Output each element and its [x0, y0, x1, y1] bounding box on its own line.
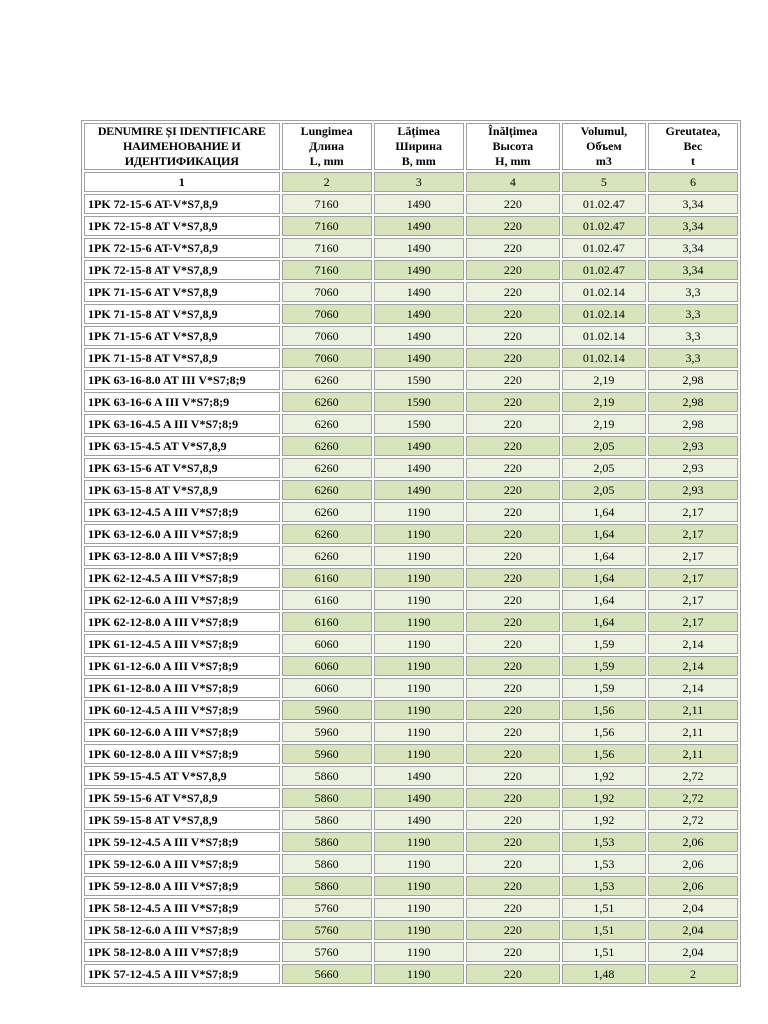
column-number-row — [84, 172, 738, 192]
row-name-cell: 1PK 71-15-8 AT V*S7,8,9 — [84, 348, 280, 368]
row-width-cell: 1190 — [374, 656, 464, 676]
row-height-cell: 220 — [466, 304, 560, 324]
table-row — [84, 722, 738, 742]
row-volume-cell: 1,59 — [562, 634, 646, 654]
table-row — [84, 568, 738, 588]
row-height-cell: 220 — [466, 502, 560, 522]
row-length-cell: 6260 — [282, 414, 372, 434]
row-height-cell: 220 — [466, 854, 560, 874]
row-width-cell: 1490 — [374, 810, 464, 830]
row-length-cell: 6260 — [282, 392, 372, 412]
row-weight-cell: 2,17 — [648, 546, 738, 566]
row-height-cell: 220 — [466, 238, 560, 258]
row-weight-cell: 2,17 — [648, 524, 738, 544]
row-length-cell: 6060 — [282, 678, 372, 698]
row-weight-cell: 2,17 — [648, 502, 738, 522]
header-width-line-1: Lățimea — [397, 124, 441, 138]
row-height-cell: 220 — [466, 898, 560, 918]
row-height-cell: 220 — [466, 612, 560, 632]
table-row — [84, 612, 738, 632]
row-length-cell: 6060 — [282, 656, 372, 676]
column-number: 5 — [562, 172, 646, 192]
row-weight-cell: 2,93 — [648, 480, 738, 500]
row-length-cell: 5860 — [282, 832, 372, 852]
row-length-cell: 6160 — [282, 568, 372, 588]
row-name-cell: 1PK 63-12-8.0 A III V*S7;8;9 — [84, 546, 280, 566]
row-height-cell: 220 — [466, 744, 560, 764]
row-width-cell: 1490 — [374, 326, 464, 346]
row-width-cell: 1490 — [374, 766, 464, 786]
row-weight-cell: 3,3 — [648, 348, 738, 368]
row-width-cell: 1490 — [374, 216, 464, 236]
header-volume — [562, 123, 646, 170]
header-name-line-2: НАИМЕНОВАНИЕ И — [123, 139, 241, 153]
row-length-cell: 6260 — [282, 546, 372, 566]
row-weight-cell: 2,11 — [648, 700, 738, 720]
row-volume-cell: 1,59 — [562, 678, 646, 698]
row-length-cell: 7160 — [282, 194, 372, 214]
row-weight-cell: 2,17 — [648, 568, 738, 588]
row-weight-cell: 2 — [648, 964, 738, 984]
row-width-cell: 1190 — [374, 700, 464, 720]
row-volume-cell: 2,05 — [562, 458, 646, 478]
row-height-cell: 220 — [466, 260, 560, 280]
row-length-cell: 7060 — [282, 282, 372, 302]
header-width-line-2: Ширина — [395, 139, 442, 153]
table-row — [84, 810, 738, 830]
row-width-cell: 1190 — [374, 634, 464, 654]
table-row — [84, 876, 738, 896]
table-body — [84, 194, 738, 984]
row-weight-cell: 3,3 — [648, 304, 738, 324]
row-name-cell: 1PK 63-12-4.5 A III V*S7;8;9 — [84, 502, 280, 522]
row-length-cell: 6260 — [282, 502, 372, 522]
row-height-cell: 220 — [466, 634, 560, 654]
header-weight-line-2: Вес — [683, 139, 703, 153]
row-width-cell: 1490 — [374, 788, 464, 808]
row-name-cell: 1PK 63-16-6 A III V*S7;8;9 — [84, 392, 280, 412]
table-row — [84, 788, 738, 808]
row-weight-cell: 2,17 — [648, 612, 738, 632]
column-number: 2 — [282, 172, 372, 192]
row-length-cell: 5860 — [282, 788, 372, 808]
row-volume-cell: 1,51 — [562, 920, 646, 940]
header-length-line-1: Lungimea — [300, 124, 353, 138]
row-length-cell: 6160 — [282, 590, 372, 610]
row-volume-cell: 1,64 — [562, 524, 646, 544]
row-weight-cell: 3,34 — [648, 216, 738, 236]
row-width-cell: 1490 — [374, 480, 464, 500]
row-volume-cell: 2,19 — [562, 414, 646, 434]
header-volume-line-3: m3 — [595, 154, 612, 168]
row-length-cell: 7060 — [282, 304, 372, 324]
header-weight-line-3: t — [690, 154, 695, 168]
header-weight — [648, 123, 738, 170]
row-width-cell: 1190 — [374, 722, 464, 742]
table-row — [84, 458, 738, 478]
row-height-cell: 220 — [466, 392, 560, 412]
table-row — [84, 964, 738, 984]
row-width-cell: 1190 — [374, 876, 464, 896]
row-volume-cell: 01.02.14 — [562, 348, 646, 368]
row-width-cell: 1490 — [374, 348, 464, 368]
header-row — [84, 123, 738, 170]
row-name-cell: 1PK 58-12-6.0 A III V*S7;8;9 — [84, 920, 280, 940]
row-length-cell: 6260 — [282, 458, 372, 478]
row-length-cell: 5860 — [282, 810, 372, 830]
row-length-cell: 6260 — [282, 436, 372, 456]
row-volume-cell: 2,05 — [562, 436, 646, 456]
row-width-cell: 1190 — [374, 898, 464, 918]
row-volume-cell: 1,51 — [562, 898, 646, 918]
row-height-cell: 220 — [466, 370, 560, 390]
row-width-cell: 1190 — [374, 546, 464, 566]
row-weight-cell: 2,11 — [648, 722, 738, 742]
row-height-cell: 220 — [466, 480, 560, 500]
row-length-cell: 5860 — [282, 854, 372, 874]
row-height-cell: 220 — [466, 326, 560, 346]
row-name-cell: 1PK 71-15-8 AT V*S7,8,9 — [84, 304, 280, 324]
row-width-cell: 1490 — [374, 436, 464, 456]
table-row — [84, 392, 738, 412]
table-row — [84, 700, 738, 720]
row-name-cell: 1PK 63-12-6.0 A III V*S7;8;9 — [84, 524, 280, 544]
table-row — [84, 590, 738, 610]
row-name-cell: 1PK 61-12-8.0 A III V*S7;8;9 — [84, 678, 280, 698]
row-height-cell: 220 — [466, 348, 560, 368]
row-name-cell: 1PK 62-12-4.5 A III V*S7;8;9 — [84, 568, 280, 588]
table-row — [84, 546, 738, 566]
row-name-cell: 1PK 71-15-6 AT V*S7,8,9 — [84, 282, 280, 302]
row-volume-cell: 1,56 — [562, 744, 646, 764]
row-weight-cell: 3,34 — [648, 238, 738, 258]
row-name-cell: 1PK 72-15-8 AT V*S7,8,9 — [84, 216, 280, 236]
product-table — [81, 120, 741, 987]
row-width-cell: 1190 — [374, 964, 464, 984]
table-row — [84, 238, 738, 258]
column-number: 4 — [466, 172, 560, 192]
row-weight-cell: 2,72 — [648, 766, 738, 786]
row-length-cell: 6160 — [282, 612, 372, 632]
row-volume-cell: 1,64 — [562, 612, 646, 632]
header-volume-line-2: Объем — [586, 139, 622, 153]
row-volume-cell: 1,59 — [562, 656, 646, 676]
header-height-line-2: Высота — [492, 139, 534, 153]
table-row — [84, 678, 738, 698]
row-name-cell: 1PK 71-15-6 AT V*S7,8,9 — [84, 326, 280, 346]
row-width-cell: 1190 — [374, 678, 464, 698]
row-volume-cell: 1,56 — [562, 700, 646, 720]
row-volume-cell: 1,64 — [562, 546, 646, 566]
row-weight-cell: 2,04 — [648, 942, 738, 962]
row-weight-cell: 2,14 — [648, 634, 738, 654]
row-volume-cell: 1,92 — [562, 810, 646, 830]
row-volume-cell: 01.02.14 — [562, 326, 646, 346]
row-length-cell: 6260 — [282, 480, 372, 500]
row-length-cell: 6260 — [282, 524, 372, 544]
row-name-cell: 1PK 59-15-6 AT V*S7,8,9 — [84, 788, 280, 808]
table-row — [84, 744, 738, 764]
row-name-cell: 1PK 72-15-6 AT-V*S7,8,9 — [84, 194, 280, 214]
row-width-cell: 1490 — [374, 238, 464, 258]
header-name — [84, 123, 280, 170]
row-width-cell: 1590 — [374, 392, 464, 412]
row-height-cell: 220 — [466, 194, 560, 214]
table-row — [84, 436, 738, 456]
row-width-cell: 1190 — [374, 524, 464, 544]
row-name-cell: 1PK 59-12-4.5 A III V*S7;8;9 — [84, 832, 280, 852]
table-row — [84, 260, 738, 280]
table-row — [84, 898, 738, 918]
column-number: 6 — [648, 172, 738, 192]
row-weight-cell: 2,11 — [648, 744, 738, 764]
header-height-line-3: H, mm — [495, 154, 531, 168]
row-width-cell: 1490 — [374, 260, 464, 280]
row-height-cell: 220 — [466, 458, 560, 478]
row-height-cell: 220 — [466, 722, 560, 742]
row-width-cell: 1490 — [374, 194, 464, 214]
row-volume-cell: 2,19 — [562, 392, 646, 412]
column-number: 3 — [374, 172, 464, 192]
row-weight-cell: 3,34 — [648, 194, 738, 214]
row-height-cell: 220 — [466, 524, 560, 544]
row-weight-cell: 2,04 — [648, 898, 738, 918]
table-row — [84, 216, 738, 236]
table-row — [84, 194, 738, 214]
row-length-cell: 7060 — [282, 326, 372, 346]
row-height-cell: 220 — [466, 656, 560, 676]
row-length-cell: 5960 — [282, 744, 372, 764]
row-height-cell: 220 — [466, 964, 560, 984]
row-height-cell: 220 — [466, 942, 560, 962]
row-length-cell: 5760 — [282, 942, 372, 962]
table-row — [84, 326, 738, 346]
row-weight-cell: 3,34 — [648, 260, 738, 280]
table-row — [84, 304, 738, 324]
row-height-cell: 220 — [466, 678, 560, 698]
row-weight-cell: 2,06 — [648, 876, 738, 896]
row-length-cell: 7160 — [282, 260, 372, 280]
row-length-cell: 7060 — [282, 348, 372, 368]
table-row — [84, 656, 738, 676]
row-volume-cell: 01.02.47 — [562, 194, 646, 214]
row-length-cell: 5960 — [282, 700, 372, 720]
row-height-cell: 220 — [466, 810, 560, 830]
header-length — [282, 123, 372, 170]
row-width-cell: 1190 — [374, 590, 464, 610]
row-name-cell: 1PK 60-12-4.5 A III V*S7;8;9 — [84, 700, 280, 720]
table-row — [84, 854, 738, 874]
row-height-cell: 220 — [466, 282, 560, 302]
row-length-cell: 6060 — [282, 634, 372, 654]
column-number: 1 — [84, 172, 280, 192]
row-length-cell: 7160 — [282, 238, 372, 258]
row-name-cell: 1PK 72-15-6 AT-V*S7,8,9 — [84, 238, 280, 258]
row-weight-cell: 2,72 — [648, 810, 738, 830]
header-name-line-3: ИДЕНТИФИКАЦИЯ — [124, 154, 239, 168]
table-row — [84, 502, 738, 522]
row-width-cell: 1490 — [374, 304, 464, 324]
row-name-cell: 1PK 57-12-4.5 A III V*S7;8;9 — [84, 964, 280, 984]
row-volume-cell: 1,53 — [562, 854, 646, 874]
row-name-cell: 1PK 63-15-6 AT V*S7,8,9 — [84, 458, 280, 478]
row-volume-cell: 1,64 — [562, 568, 646, 588]
row-name-cell: 1PK 58-12-4.5 A III V*S7;8;9 — [84, 898, 280, 918]
row-name-cell: 1PK 63-16-8.0 AT III V*S7;8;9 — [84, 370, 280, 390]
row-length-cell: 5960 — [282, 722, 372, 742]
row-volume-cell: 2,05 — [562, 480, 646, 500]
table-row — [84, 832, 738, 852]
row-volume-cell: 01.02.14 — [562, 304, 646, 324]
row-name-cell: 1PK 63-15-4.5 AT V*S7,8,9 — [84, 436, 280, 456]
row-weight-cell: 2,98 — [648, 414, 738, 434]
row-width-cell: 1490 — [374, 458, 464, 478]
table-row — [84, 766, 738, 786]
row-height-cell: 220 — [466, 546, 560, 566]
row-width-cell: 1190 — [374, 568, 464, 588]
row-width-cell: 1590 — [374, 414, 464, 434]
row-weight-cell: 2,17 — [648, 590, 738, 610]
row-width-cell: 1590 — [374, 370, 464, 390]
row-length-cell: 5760 — [282, 920, 372, 940]
row-volume-cell: 1,48 — [562, 964, 646, 984]
row-width-cell: 1190 — [374, 854, 464, 874]
row-height-cell: 220 — [466, 832, 560, 852]
row-volume-cell: 1,51 — [562, 942, 646, 962]
row-height-cell: 220 — [466, 590, 560, 610]
row-name-cell: 1PK 63-16-4.5 A III V*S7;8;9 — [84, 414, 280, 434]
row-name-cell: 1PK 63-15-8 AT V*S7,8,9 — [84, 480, 280, 500]
row-volume-cell: 01.02.14 — [562, 282, 646, 302]
row-height-cell: 220 — [466, 876, 560, 896]
table-row — [84, 282, 738, 302]
row-volume-cell: 1,53 — [562, 832, 646, 852]
row-height-cell: 220 — [466, 920, 560, 940]
row-length-cell: 5860 — [282, 876, 372, 896]
row-length-cell: 5760 — [282, 898, 372, 918]
header-length-line-2: Длина — [309, 139, 344, 153]
table-row — [84, 414, 738, 434]
header-volume-line-1: Volumul, — [580, 124, 628, 138]
row-volume-cell: 01.02.47 — [562, 260, 646, 280]
header-height-line-1: Înălțimea — [488, 124, 538, 138]
table-row — [84, 348, 738, 368]
header-weight-line-1: Greutatea, — [665, 124, 721, 138]
row-volume-cell: 01.02.47 — [562, 216, 646, 236]
row-volume-cell: 1,56 — [562, 722, 646, 742]
row-weight-cell: 2,93 — [648, 458, 738, 478]
row-weight-cell: 2,14 — [648, 678, 738, 698]
row-volume-cell: 01.02.47 — [562, 238, 646, 258]
row-volume-cell: 1,92 — [562, 788, 646, 808]
row-width-cell: 1490 — [374, 282, 464, 302]
row-weight-cell: 2,06 — [648, 832, 738, 852]
row-volume-cell: 2,19 — [562, 370, 646, 390]
row-volume-cell: 1,92 — [562, 766, 646, 786]
row-name-cell: 1PK 59-12-8.0 A III V*S7;8;9 — [84, 876, 280, 896]
row-height-cell: 220 — [466, 414, 560, 434]
header-width-line-3: B, mm — [401, 154, 436, 168]
row-length-cell: 5860 — [282, 766, 372, 786]
row-weight-cell: 2,98 — [648, 392, 738, 412]
header-height — [466, 123, 560, 170]
table-row — [84, 920, 738, 940]
row-weight-cell: 2,04 — [648, 920, 738, 940]
row-weight-cell: 2,14 — [648, 656, 738, 676]
row-length-cell: 7160 — [282, 216, 372, 236]
row-name-cell: 1PK 60-12-8.0 A III V*S7;8;9 — [84, 744, 280, 764]
row-width-cell: 1190 — [374, 920, 464, 940]
row-height-cell: 220 — [466, 788, 560, 808]
row-weight-cell: 3,3 — [648, 282, 738, 302]
row-height-cell: 220 — [466, 700, 560, 720]
row-height-cell: 220 — [466, 568, 560, 588]
row-name-cell: 1PK 59-15-8 AT V*S7,8,9 — [84, 810, 280, 830]
row-height-cell: 220 — [466, 436, 560, 456]
row-volume-cell: 1,53 — [562, 876, 646, 896]
row-volume-cell: 1,64 — [562, 502, 646, 522]
table-row — [84, 370, 738, 390]
row-name-cell: 1PK 72-15-8 AT V*S7,8,9 — [84, 260, 280, 280]
table-row — [84, 634, 738, 654]
row-name-cell: 1PK 62-12-8.0 A III V*S7;8;9 — [84, 612, 280, 632]
row-weight-cell: 2,72 — [648, 788, 738, 808]
row-length-cell: 5660 — [282, 964, 372, 984]
row-name-cell: 1PK 58-12-8.0 A III V*S7;8;9 — [84, 942, 280, 962]
row-width-cell: 1190 — [374, 942, 464, 962]
row-height-cell: 220 — [466, 216, 560, 236]
header-length-line-3: L, mm — [309, 154, 344, 168]
row-width-cell: 1190 — [374, 502, 464, 522]
row-weight-cell: 3,3 — [648, 326, 738, 346]
row-width-cell: 1190 — [374, 744, 464, 764]
row-height-cell: 220 — [466, 766, 560, 786]
header-width — [374, 123, 464, 170]
row-weight-cell: 2,93 — [648, 436, 738, 456]
row-name-cell: 1PK 61-12-6.0 A III V*S7;8;9 — [84, 656, 280, 676]
row-length-cell: 6260 — [282, 370, 372, 390]
row-name-cell: 1PK 62-12-6.0 A III V*S7;8;9 — [84, 590, 280, 610]
row-name-cell: 1PK 59-12-6.0 A III V*S7;8;9 — [84, 854, 280, 874]
row-weight-cell: 2,06 — [648, 854, 738, 874]
header-name-line-1: DENUMIRE ȘI IDENTIFICARE — [97, 124, 266, 138]
row-name-cell: 1PK 60-12-6.0 A III V*S7;8;9 — [84, 722, 280, 742]
row-name-cell: 1PK 59-15-4.5 AT V*S7,8,9 — [84, 766, 280, 786]
table-row — [84, 524, 738, 544]
row-width-cell: 1190 — [374, 612, 464, 632]
row-weight-cell: 2,98 — [648, 370, 738, 390]
row-width-cell: 1190 — [374, 832, 464, 852]
table-row — [84, 942, 738, 962]
row-name-cell: 1PK 61-12-4.5 A III V*S7;8;9 — [84, 634, 280, 654]
table-row — [84, 480, 738, 500]
row-volume-cell: 1,64 — [562, 590, 646, 610]
